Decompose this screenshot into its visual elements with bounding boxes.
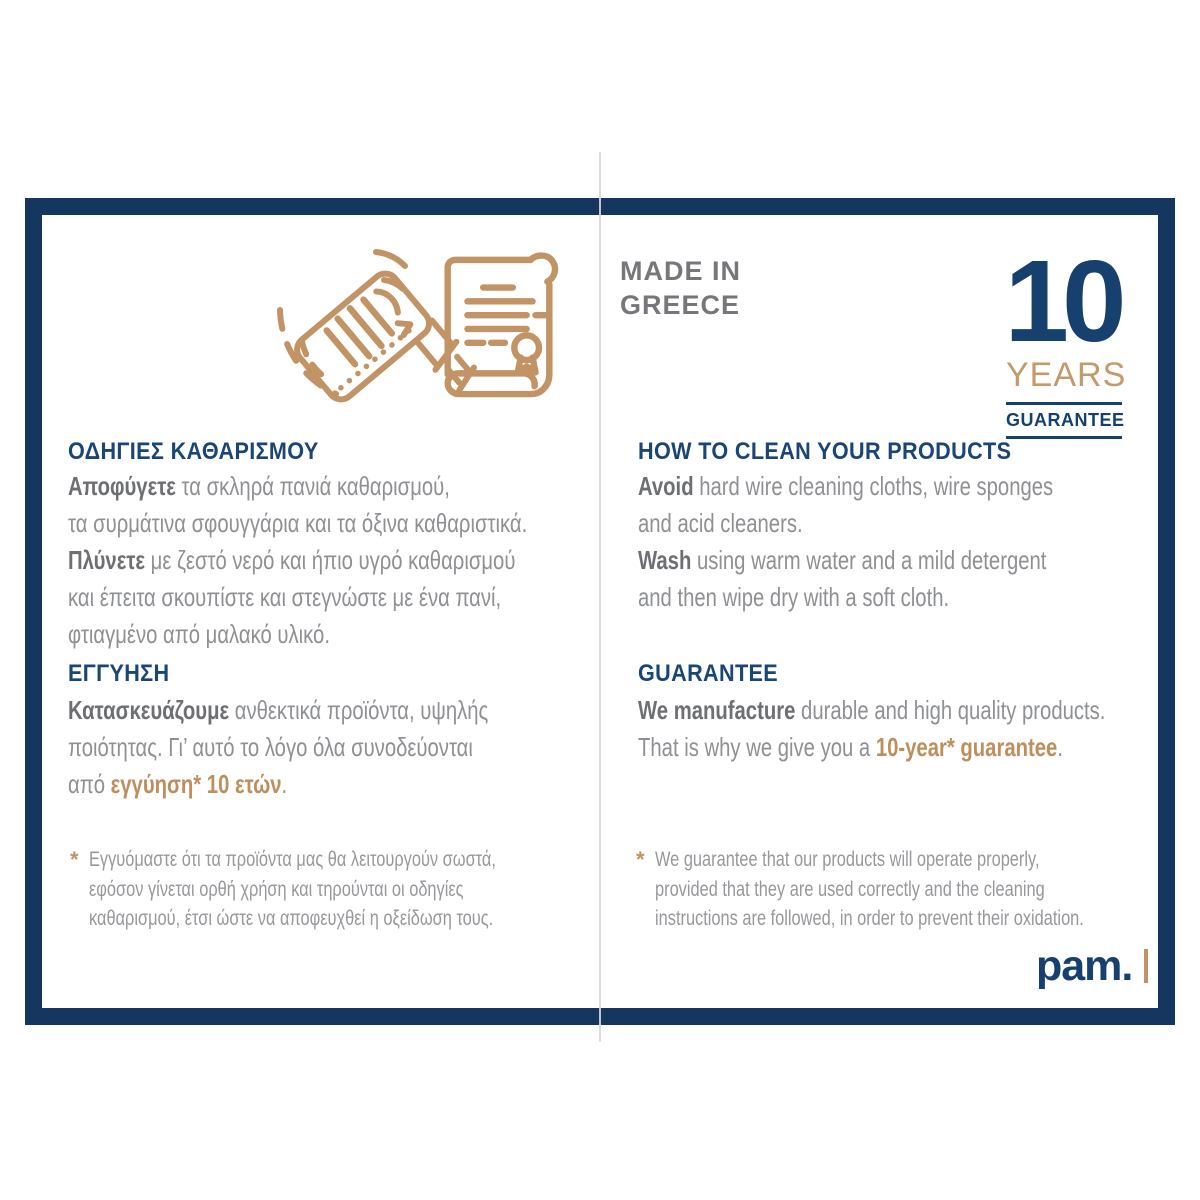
- heading-guarantee-gr: ΕΓΓΥΗΣΗ: [68, 660, 170, 687]
- footnote-line: Εγγυόμαστε ότι τα προϊόντα μας θα λειτουργούν σωστά,: [88, 848, 496, 871]
- footnote-line: instructions are followed, in order to prevent their oxidation.: [654, 907, 1084, 930]
- text-line: [68, 542, 527, 579]
- pam-logo-bar: [1144, 949, 1148, 983]
- footnote-asterisk: *: [70, 847, 79, 872]
- text-line: [638, 468, 1053, 505]
- lead-word: We manufacture: [638, 695, 796, 725]
- line-text: τα σκληρά πανιά καθαρισμού,: [175, 471, 450, 501]
- hand-wiping-cloth-icon: [272, 244, 432, 404]
- text-line: [68, 692, 488, 729]
- badge-guarantee-label: GUARANTEE: [1006, 410, 1125, 430]
- footnote-lines: [89, 845, 611, 934]
- line-text: durable and high quality products.: [795, 695, 1106, 725]
- made-in-line1: MADE IN: [620, 256, 741, 286]
- line-text: .: [281, 769, 288, 799]
- guarantee-certificate-icon: [438, 252, 562, 400]
- footnote-asterisk: *: [636, 847, 645, 872]
- accent-text: 10-year* guarantee: [875, 732, 1058, 762]
- footnote-line: εφόσον γίνεται ορθή χρήση και τηρούνται οι οδηγίες: [88, 877, 464, 901]
- text-line: [638, 542, 1053, 579]
- text-line: φτιαγμένο από μαλακό υλικό.: [68, 619, 330, 649]
- footnote-gr: [70, 845, 610, 934]
- pam-logo: [1036, 942, 1148, 991]
- line-text: hard wire cleaning cloths, wire sponges: [693, 471, 1054, 501]
- text-line: [638, 729, 1105, 766]
- pam-logo-text: pam.: [1036, 942, 1133, 990]
- badge-number: 10: [1004, 236, 1120, 366]
- lead-word: Πλύνετε: [68, 545, 146, 575]
- lead-word: Avoid: [638, 471, 694, 501]
- line-text: με ζεστό νερό και ήπιο υγρό καθαρισμού: [145, 545, 516, 575]
- text-line: and acid cleaners.: [638, 508, 803, 538]
- accent-text: εγγύηση* 10 ετών: [110, 769, 282, 799]
- made-in-greece-label: [620, 254, 741, 322]
- cleaning-instructions-en: [638, 468, 1170, 616]
- cleaning-instructions-gr: [68, 468, 657, 653]
- heading-guarantee-en: GUARANTEE: [638, 660, 779, 687]
- footnote-lines: [655, 845, 1200, 934]
- fold-line: [599, 152, 601, 1042]
- lead-word: Αποφύγετε: [68, 471, 176, 501]
- lead-word: Wash: [638, 545, 692, 575]
- text-line: τα συρμάτινα σφουγγάρια και τα όξινα καθαριστικά.: [68, 508, 528, 538]
- guarantee-text-en: [638, 692, 1200, 766]
- line-text: ανθεκτικά προϊόντα, υψηλής: [229, 695, 489, 725]
- text-line: [638, 692, 1105, 729]
- made-in-line2: GREECE: [620, 290, 741, 320]
- text-line: and then wipe dry with a soft cloth.: [638, 582, 950, 612]
- footnote-line: καθαρισμού, έτσι ώστε να αποφευχθεί η οξείδωση τους.: [88, 907, 493, 930]
- footnote-line: We guarantee that our products will operate properly,: [654, 848, 1040, 871]
- text-line: [68, 766, 488, 803]
- heading-cleaning-en: HOW TO CLEAN YOUR PRODUCTS: [638, 438, 1012, 465]
- badge-divider-bottom: [1006, 436, 1122, 439]
- heading-cleaning-gr: ΟΔΗΓΙΕΣ ΚΑΘΑΡΙΣΜΟΥ: [68, 438, 319, 465]
- lead-word: Κατασκευάζουμε: [68, 695, 230, 725]
- badge-divider-top: [1006, 402, 1122, 405]
- line-text: using warm water and a mild detergent: [691, 545, 1047, 575]
- line-text: από: [68, 769, 111, 799]
- badge-years-label: YEARS: [1006, 356, 1127, 394]
- text-line: [68, 468, 527, 505]
- text-line: ποιότητας. Γι’ αυτό το λόγο όλα συνοδεύονται: [68, 732, 473, 762]
- guarantee-text-gr: [68, 692, 607, 803]
- line-text: That is why we give you a: [638, 732, 876, 762]
- ten-years-guarantee-badge: [1004, 236, 1127, 439]
- footnote-en: [636, 845, 1200, 934]
- footnote-line: provided that they are used correctly and the cleaning: [654, 877, 1045, 901]
- line-text: .: [1057, 732, 1063, 762]
- text-line: και έπειτα σκουπίστε και στεγνώστε με ένα πανί,: [68, 582, 502, 612]
